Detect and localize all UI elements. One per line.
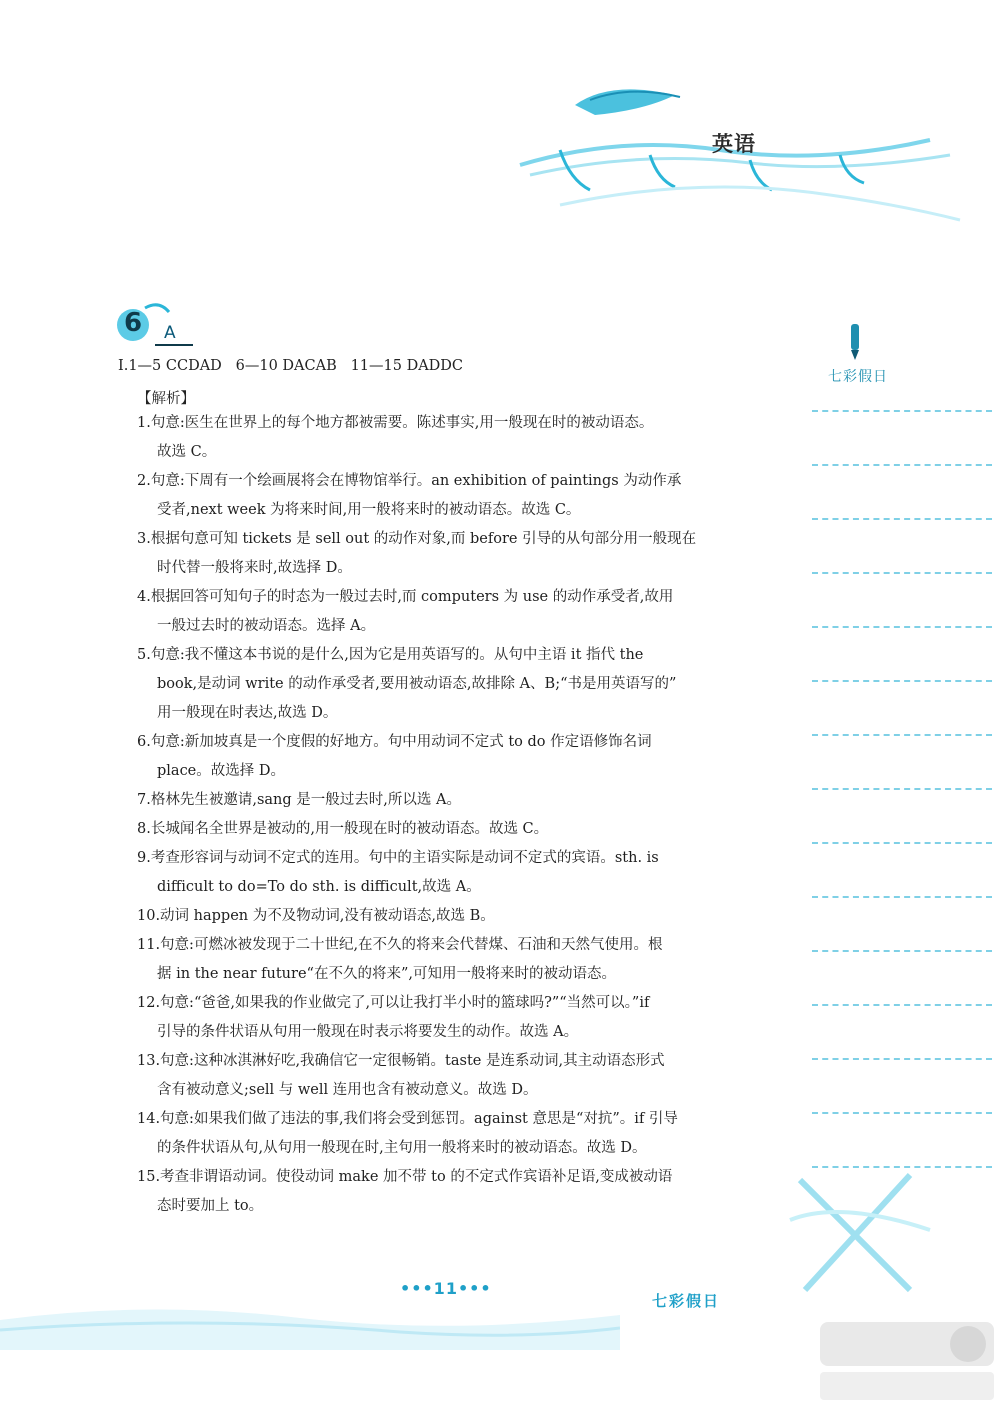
analysis-item xyxy=(137,409,747,467)
notes-line xyxy=(812,464,992,466)
item-line: 9.考查形容词与动词不定式的连用。句中的主语实际是动词不定式的宾语。sth. is xyxy=(137,850,659,866)
item-line: 8.长城闻名全世界是被动的,用一般现在时的被动语态。故选 C。 xyxy=(137,821,549,837)
watermark-logo xyxy=(818,1318,996,1404)
analysis-item xyxy=(137,1105,747,1163)
analysis-item xyxy=(137,989,747,1047)
item-line: 15.考查非谓语动词。使役动词 make 加不带 to 的不定式作宾语补足语,变成被动语 xyxy=(137,1169,673,1185)
item-line: 含有被动意义;sell 与 well 连用也含有被动意义。故选 D。 xyxy=(157,1082,538,1098)
analysis-item xyxy=(137,815,747,844)
notes-line xyxy=(812,626,992,628)
analysis-item xyxy=(137,844,747,902)
pen-icon xyxy=(845,322,867,362)
analysis-item xyxy=(137,931,747,989)
notes-line xyxy=(812,896,992,898)
item-line: 态时要加上 to。 xyxy=(157,1198,264,1214)
analysis-item xyxy=(137,786,747,815)
analysis-item xyxy=(137,728,747,786)
answer-key: Ⅰ.1—5 CCDAD 6—10 DACAB 11—15 DADDC xyxy=(118,358,464,374)
item-line: 据 in the near future“在不久的将来”,可知用一般将来时的被动语态。 xyxy=(157,966,616,982)
analysis-item xyxy=(137,583,747,641)
analysis-item xyxy=(137,641,747,728)
item-line: 受者,next week 为将来时间,用一般将来时的被动语态。故选 C。 xyxy=(157,502,581,518)
item-line: 1.句意:医生在世界上的每个地方都被需要。陈述事实,用一般现在时的被动语态。 xyxy=(137,415,654,431)
item-line: 7.格林先生被邀请,sang 是一般过去时,所以选 A。 xyxy=(137,792,461,808)
item-line: 时代替一般将来时,故选择 D。 xyxy=(157,560,352,576)
notes-line xyxy=(812,788,992,790)
item-line: 一般过去时的被动语态。选择 A。 xyxy=(157,618,376,634)
item-line: 的条件状语从句,从句用一般现在时,主句用一般将来时的被动语态。故选 D。 xyxy=(157,1140,647,1156)
item-line: book,是动词 write 的动作承受者,要用被动语态,故排除 A、B;“书是用英语写的” xyxy=(157,676,677,692)
notes-line xyxy=(812,734,992,736)
item-line: 13.句意:这种冰淇淋好吃,我确信它一定很畅销。taste 是连系动词,其主动语态形式 xyxy=(137,1053,665,1069)
notes-line xyxy=(812,410,992,412)
analysis-item xyxy=(137,525,747,583)
item-line: 引导的条件状语从句用一般现在时表示将要发生的动作。故选 A。 xyxy=(157,1024,579,1040)
analysis-item xyxy=(137,1163,747,1221)
item-line: 6.句意:新加坡真是一个度假的好地方。句中用动词不定式 to do 作定语修饰名词 xyxy=(137,734,652,750)
item-line: 10.动词 happen 为不及物动词,没有被动语态,故选 B。 xyxy=(137,908,495,924)
notes-line xyxy=(812,842,992,844)
corner-decoration xyxy=(780,1160,940,1310)
notes-line xyxy=(812,518,992,520)
notes-line xyxy=(812,1004,992,1006)
item-line: 用一般现在时表达,故选 D。 xyxy=(157,705,338,721)
item-line: 2.句意:下周有一个绘画展将会在博物馆举行。an exhibition of paintings 为动作承 xyxy=(137,473,682,489)
item-line: 故选 C。 xyxy=(157,444,217,460)
notes-line xyxy=(812,572,992,574)
item-line: 12.句意:“爸爸,如果我的作业做完了,可以让我打半小时的篮球吗?”“当然可以。”if xyxy=(137,995,650,1011)
section-letter: A xyxy=(164,323,176,343)
section-number: 6 xyxy=(123,308,143,338)
item-line: difficult to do=To do sth. is difficult,故选 A。 xyxy=(157,879,481,895)
analysis-item xyxy=(137,467,747,525)
notes-line xyxy=(812,1112,992,1114)
notes-line xyxy=(812,680,992,682)
page-number: •••11••• xyxy=(400,1279,492,1298)
analysis-heading: 【解析】 xyxy=(137,391,195,407)
footer-brand-label: 七彩假日 xyxy=(652,1292,721,1310)
analysis-item xyxy=(137,1047,747,1105)
bottom-wave-decoration xyxy=(0,1290,620,1350)
item-line: place。故选择 D。 xyxy=(157,763,286,779)
side-brand-label: 七彩假日 xyxy=(828,369,888,385)
notes-line xyxy=(812,1058,992,1060)
item-line: 4.根据回答可知句子的时态为一般过去时,而 computers 为 use 的动作承受者,故用 xyxy=(137,589,674,605)
item-line: 5.句意:我不懂这本书说的是什么,因为它是用英语写的。从句中主语 it 指代 the xyxy=(137,647,644,663)
item-line: 14.句意:如果我们做了违法的事,我们将会受到惩罚。against 意思是“对抗”。if 引导 xyxy=(137,1111,678,1127)
item-line: 3.根据句意可知 tickets 是 sell out 的动作对象,而 before 引导的从句部分用一般现在 xyxy=(137,531,697,547)
header-subject-label: 英语 xyxy=(712,131,756,156)
notes-line xyxy=(812,950,992,952)
item-line: 11.句意:可燃冰被发现于二十世纪,在不久的将来会代替煤、石油和天然气使用。根 xyxy=(137,937,663,953)
analysis-item xyxy=(137,902,747,931)
